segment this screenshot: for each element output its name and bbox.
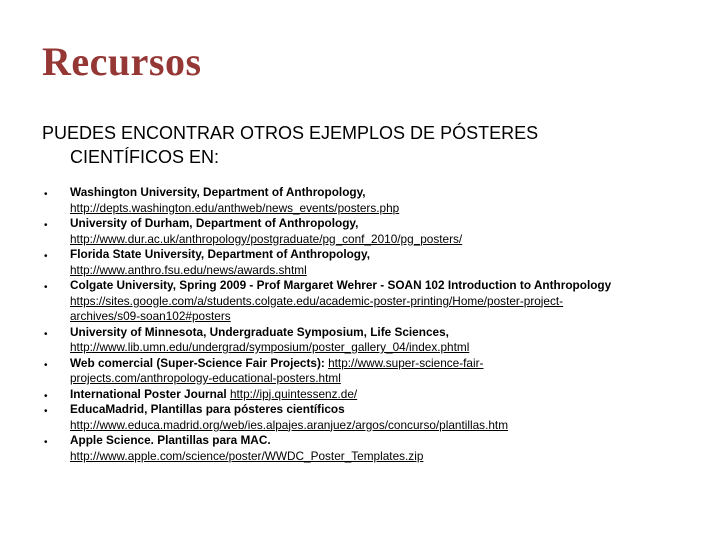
resource-link[interactable]: http://depts.washington.edu/anthweb/news_events/posters.php (70, 200, 400, 215)
resource-item (42, 433, 702, 464)
resource-link[interactable]: http://www.super-science-fair- (328, 355, 484, 370)
resource-link[interactable]: http://www.anthro.fsu.edu/news/awards.shtml (70, 262, 307, 277)
intro-line-2: CIENTÍFICOS EN: (70, 147, 220, 167)
resource-first-line (70, 278, 702, 294)
resource-first-line (70, 387, 702, 403)
slide-title: Recursos (42, 39, 202, 84)
resource-name: EducaMadrid, Plantillas para pósteres científicos (70, 402, 345, 416)
resource-name: University of Minnesota, Undergraduate Symposium, Life Sciences, (70, 324, 449, 339)
bullet-icon: • (44, 359, 48, 371)
resource-link[interactable]: http://www.lib.umn.edu/undergrad/symposium/poster_gallery_04/index.phtml (70, 340, 470, 354)
resource-item (42, 325, 702, 356)
resource-name: Florida State University, Department of Anthropology, (70, 247, 370, 261)
resource-first-line (70, 247, 702, 263)
intro-text (42, 121, 642, 169)
bullet-icon: • (44, 437, 48, 448)
resource-item (42, 387, 702, 403)
bullet-icon: • (44, 251, 48, 262)
resource-link[interactable]: http://www.apple.com/science/poster/WWDC_Poster_Templates.zip (70, 448, 424, 463)
resource-name: Web comercial (Super-Science Fair Projects): (70, 355, 329, 370)
resource-name: International Poster Journal (70, 386, 230, 401)
bullet-icon: • (44, 328, 48, 340)
resource-link[interactable]: https://sites.google.com/a/students.colgate.edu/academic-poster-printing/Home/poster-project- (70, 293, 564, 308)
resource-first-line (70, 185, 702, 201)
bullet-icon: • (44, 282, 48, 293)
bullet-icon: • (44, 189, 48, 200)
resource-item (42, 278, 702, 325)
resource-item (42, 356, 702, 387)
resource-item (42, 247, 702, 278)
resource-first-line (70, 402, 702, 418)
intro-line-1: PUEDES ENCONTRAR OTROS EJEMPLOS DE PÓSTERES (42, 123, 539, 143)
resource-first-line (70, 216, 702, 232)
resource-link[interactable]: http://ipj.quintessenz.de/ (229, 386, 358, 401)
bullet-icon: • (44, 390, 48, 402)
resource-name: Colgate University, Spring 2009 - Prof Margaret Wehrer - SOAN 102 Introduction to Anthropology (70, 278, 612, 292)
resource-list (42, 185, 702, 464)
resource-link[interactable]: http://www.dur.ac.uk/anthropology/postgraduate/pg_conf_2010/pg_posters/ (70, 231, 463, 246)
resource-name: University of Durham, Department of Anthropology, (70, 216, 359, 230)
resource-item (42, 402, 702, 433)
bullet-icon: • (44, 220, 48, 231)
resource-name: Apple Science. Plantillas para MAC. (70, 433, 271, 447)
resource-item (42, 185, 702, 216)
resource-link[interactable]: projects.com/anthropology-educational-posters.html (70, 371, 341, 385)
resource-link[interactable]: archives/s09-soan102#posters (70, 309, 231, 323)
resource-first-line (70, 325, 702, 341)
resource-first-line (70, 433, 702, 449)
bullet-icon: • (44, 406, 48, 417)
resource-name: Washington University, Department of Anthropology, (70, 185, 366, 199)
resource-link[interactable]: http://www.educa.madrid.org/web/ies.alpajes.aranjuez/argos/concurso/plantillas.htm (70, 417, 509, 432)
resource-item (42, 216, 702, 247)
resource-first-line (70, 356, 702, 372)
